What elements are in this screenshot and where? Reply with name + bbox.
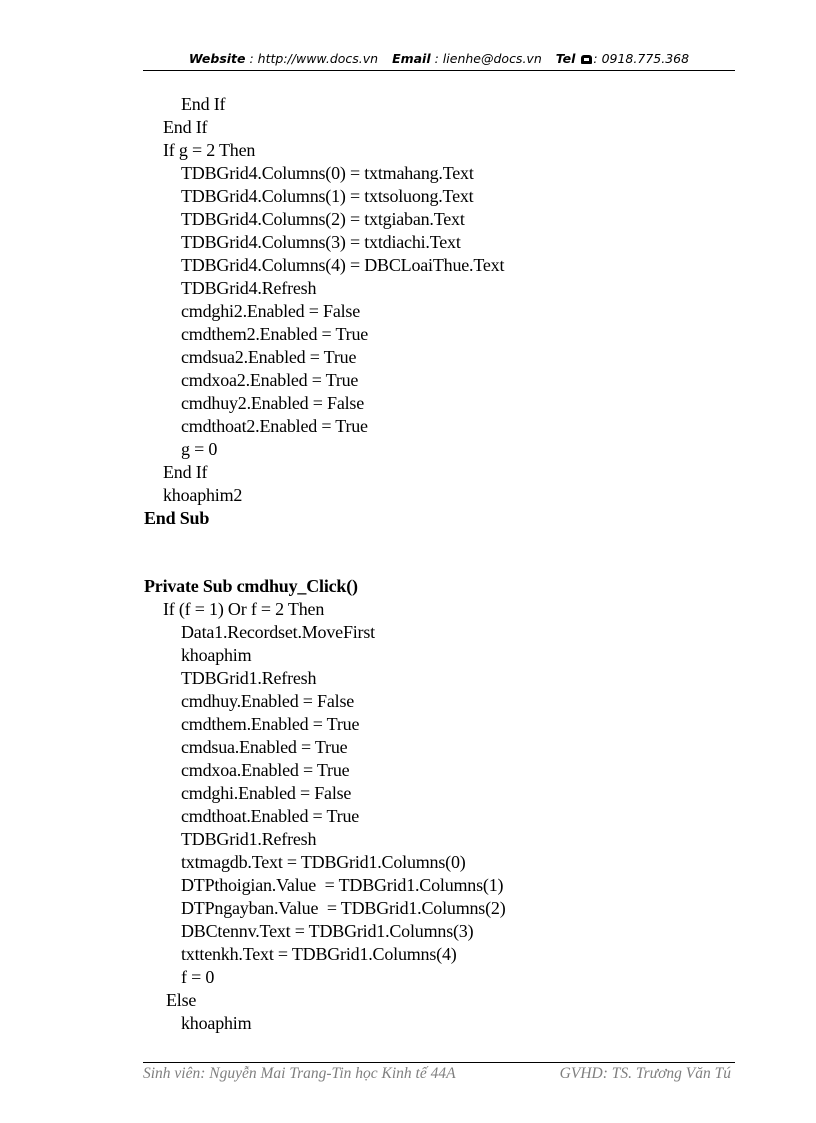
- code-line: End Sub: [144, 508, 210, 528]
- code-line: Private Sub cmdhuy_Click(): [144, 576, 358, 596]
- code-line: khoaphim: [181, 645, 252, 665]
- code-line: khoaphim: [181, 1013, 252, 1033]
- code-line: txttenkh.Text = TDBGrid1.Columns(4): [181, 944, 457, 964]
- code-line: DBCtennv.Text = TDBGrid1.Columns(3): [181, 921, 474, 941]
- code-line: End If: [163, 117, 208, 137]
- code-line: cmdhuy.Enabled = False: [181, 691, 355, 711]
- code-line: DTPngayban.Value = TDBGrid1.Columns(2): [181, 898, 506, 918]
- page-footer: [143, 1062, 735, 1082]
- phone-icon: [581, 55, 592, 64]
- code-line: cmdxoa2.Enabled = True: [181, 370, 359, 390]
- website-value: : http://www.docs.vn: [249, 51, 379, 66]
- code-line: g = 0: [181, 439, 218, 459]
- page-header: [143, 50, 735, 71]
- email-label: Email: [392, 51, 431, 66]
- footer-student: Sinh viên: Nguyễn Mai Trang-Tin học Kinh tế 44A: [143, 1065, 456, 1082]
- tel-label: Tel: [555, 51, 576, 66]
- code-line: TDBGrid1.Refresh: [181, 668, 317, 688]
- code-line: TDBGrid4.Columns(3) = txtdiachi.Text: [181, 232, 461, 252]
- code-line: TDBGrid4.Columns(0) = txtmahang.Text: [181, 163, 474, 183]
- code-line: cmdthoat2.Enabled = True: [181, 416, 368, 436]
- code-line: cmdxoa.Enabled = True: [181, 760, 350, 780]
- code-line: khoaphim2: [163, 485, 243, 505]
- code-line: cmdsua2.Enabled = True: [181, 347, 357, 367]
- code-line: If (f = 1) Or f = 2 Then: [163, 599, 325, 619]
- code-line: txtmagdb.Text = TDBGrid1.Columns(0): [181, 852, 466, 872]
- code-line: TDBGrid4.Columns(4) = DBCLoaiThue.Text: [181, 255, 505, 275]
- code-line: End If: [181, 94, 226, 114]
- code-line: TDBGrid4.Columns(1) = txtsoluong.Text: [181, 186, 474, 206]
- footer-advisor: GVHD: TS. Trương Văn Tú: [559, 1065, 731, 1082]
- code-line: DTPthoigian.Value = TDBGrid1.Columns(1): [181, 875, 504, 895]
- code-line: Data1.Recordset.MoveFirst: [181, 622, 375, 642]
- email-value: : lienhe@docs.vn: [434, 51, 542, 66]
- code-line: cmdsua.Enabled = True: [181, 737, 348, 757]
- code-line: cmdghi2.Enabled = False: [181, 301, 361, 321]
- code-line: cmdhuy2.Enabled = False: [181, 393, 365, 413]
- code-line: cmdghi.Enabled = False: [181, 783, 352, 803]
- tel-value: : 0918.775.368: [593, 51, 690, 66]
- code-line: End If: [163, 462, 208, 482]
- code-line: TDBGrid4.Refresh: [181, 278, 317, 298]
- code-line: cmdthem2.Enabled = True: [181, 324, 369, 344]
- code-line: f = 0: [181, 967, 215, 987]
- code-line: TDBGrid1.Refresh: [181, 829, 317, 849]
- code-line: cmdthoat.Enabled = True: [181, 806, 360, 826]
- code-line: If g = 2 Then: [163, 140, 256, 160]
- code-line: TDBGrid4.Columns(2) = txtgiaban.Text: [181, 209, 465, 229]
- code-line: Else: [166, 990, 197, 1010]
- code-line: cmdthem.Enabled = True: [181, 714, 360, 734]
- website-label: Website: [188, 51, 246, 66]
